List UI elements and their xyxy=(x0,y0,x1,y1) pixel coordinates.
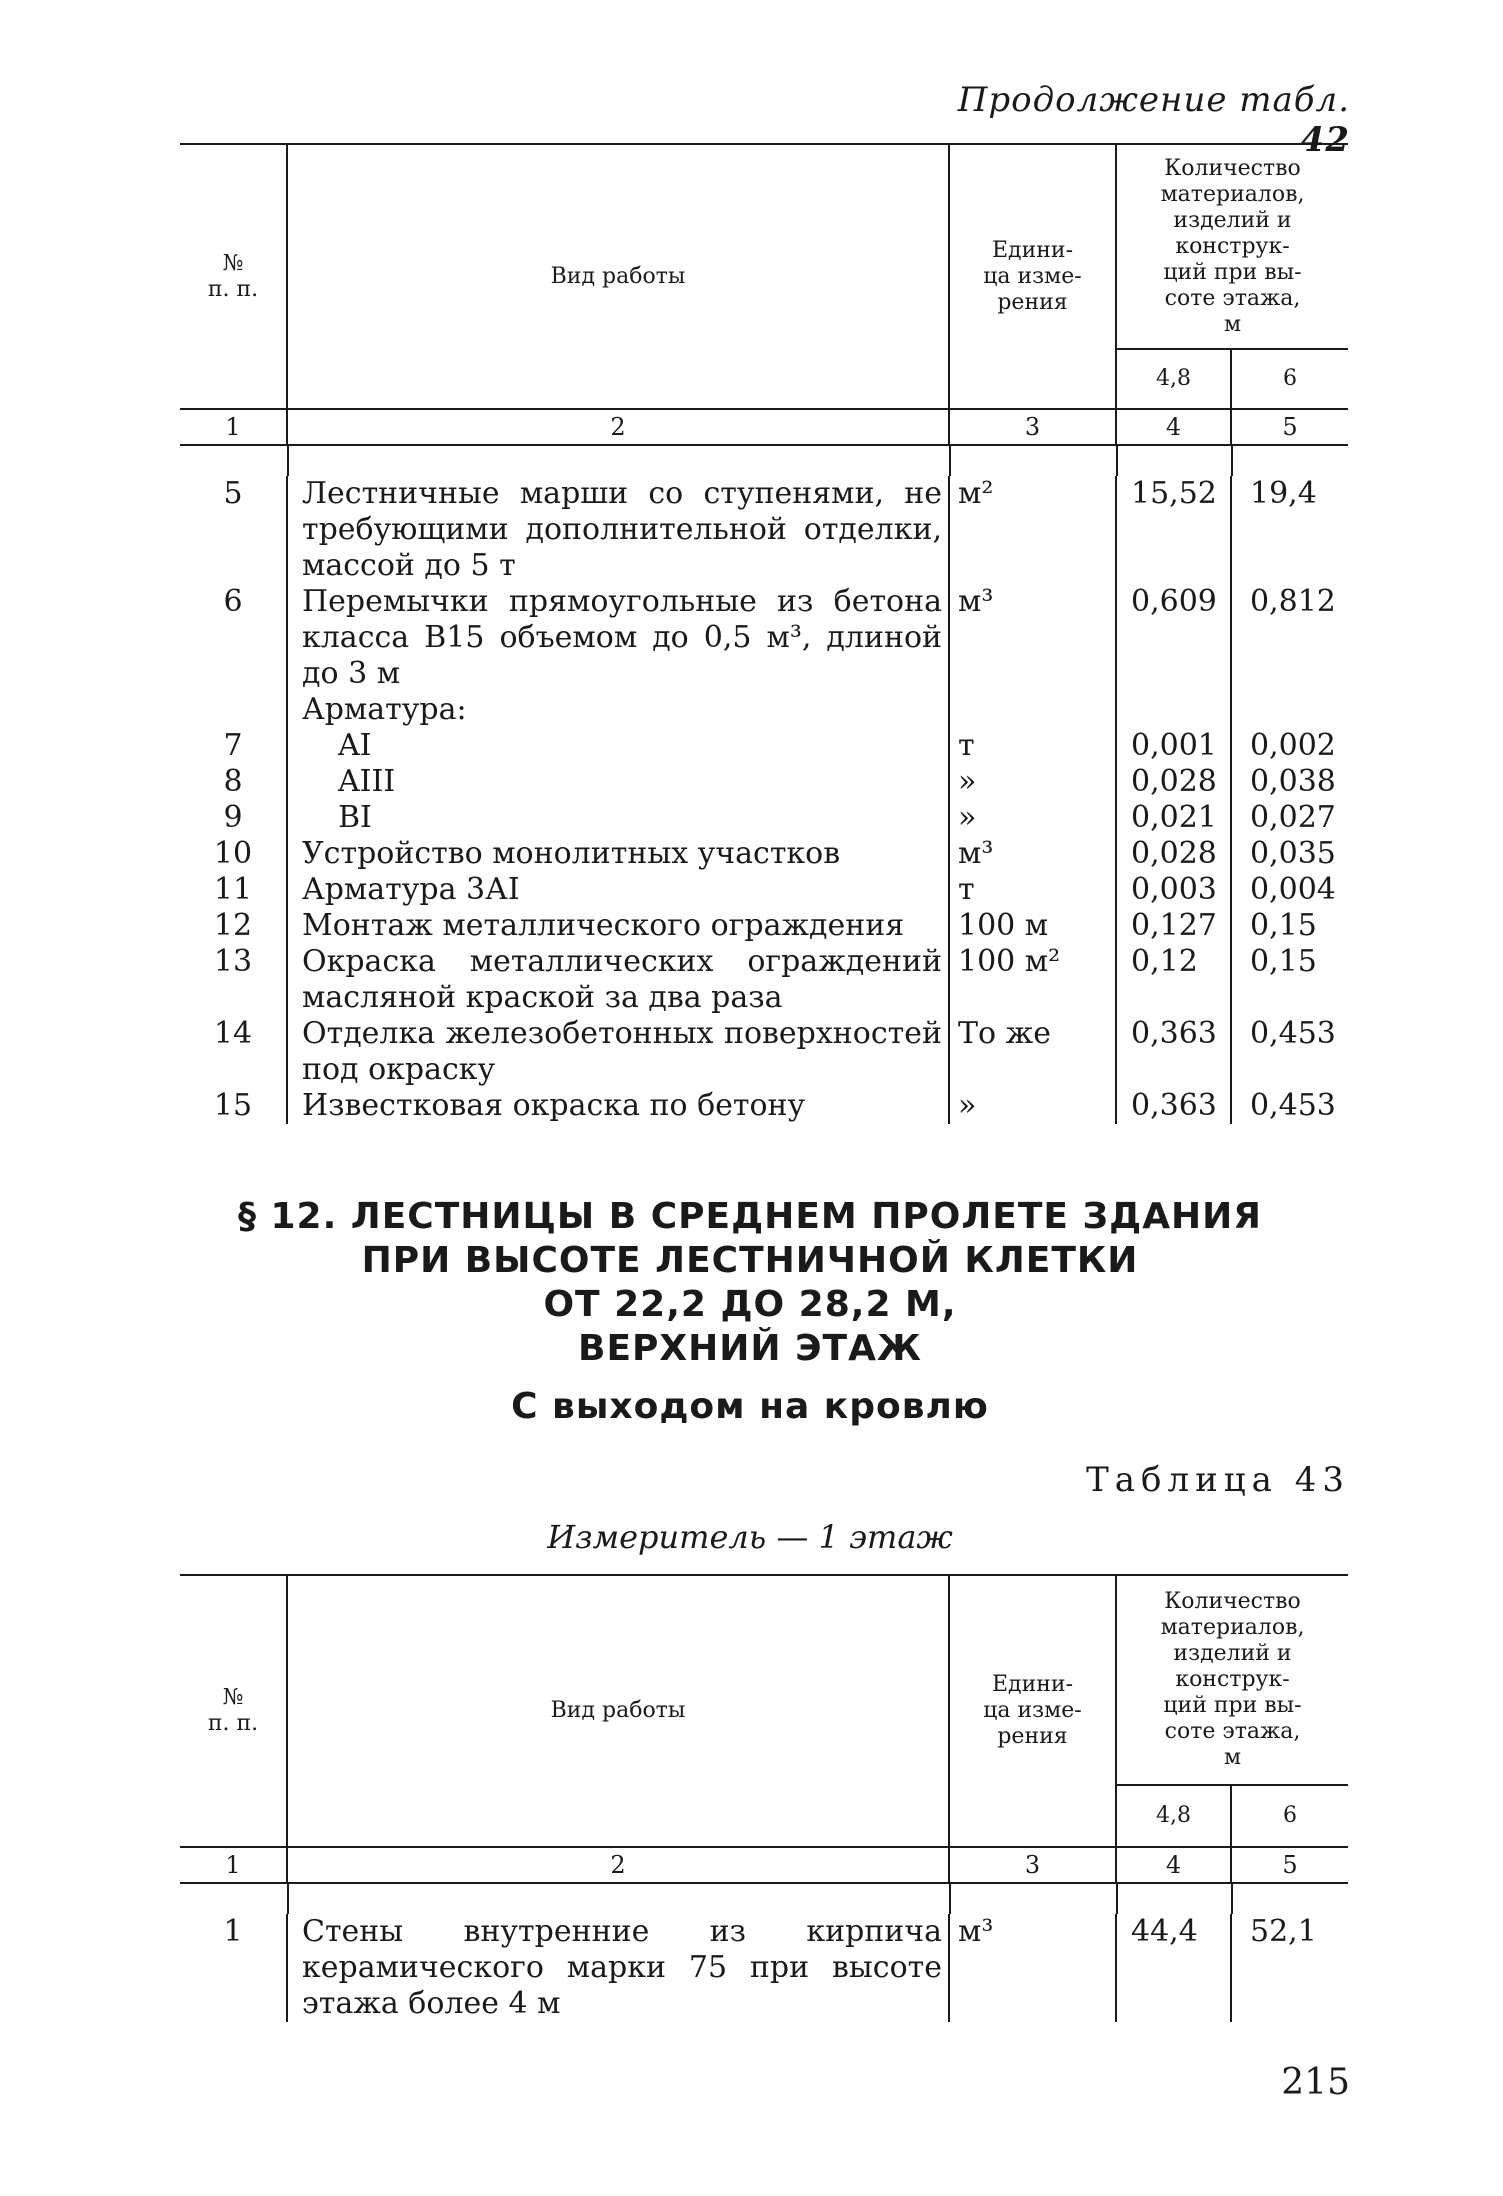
header-qty: Количество материалов, изделий и конструк- ций при вы- соте этажа, м xyxy=(1116,144,1348,349)
row-work: Перемычки прямоугольные из бетона класса В15 объемом до 0,5 м³, длиной до 3 м xyxy=(287,584,949,692)
table-row xyxy=(180,1914,1348,2022)
row-number: 9 xyxy=(223,800,243,835)
header-no: № п. п. xyxy=(207,250,259,302)
table-row xyxy=(180,728,1348,764)
row-number: 6 xyxy=(223,584,243,619)
row-unit: т xyxy=(949,728,1116,764)
row-value-6: 0,453 xyxy=(1231,1016,1348,1088)
colnum-4: 4 xyxy=(1116,409,1231,445)
row-value-4-8: 0,001 xyxy=(1116,728,1231,764)
row-work: Арматура 3АI xyxy=(287,872,949,908)
row-work: Стены внутренние из кирпича керамического марки 75 при высоте этажа более 4 м xyxy=(287,1914,949,2022)
row-number: 10 xyxy=(213,836,253,871)
row-unit: То же xyxy=(949,1016,1116,1088)
table-row xyxy=(180,1016,1348,1088)
t43-header-no: № п. п. xyxy=(207,1685,259,1736)
row-value-4-8: 0,609 xyxy=(1116,584,1231,692)
row-work: Окраска металлических ограждений масляной краской за два раза xyxy=(287,944,949,1016)
section-line-2: ПРИ ВЫСОТЕ ЛЕСТНИЧНОЙ КЛЕТКИ xyxy=(361,1240,1139,1281)
colnum-5: 5 xyxy=(1231,409,1348,445)
row-value-6: 0,15 xyxy=(1231,908,1348,944)
t43-colnum-5: 5 xyxy=(1231,1847,1348,1883)
header-h1: 4,8 xyxy=(1116,349,1231,409)
header-h2: 6 xyxy=(1231,349,1348,409)
section-line-1: § 12. ЛЕСТНИЦЫ В СРЕДНЕМ ПРОЛЕТЕ ЗДАНИЯ xyxy=(237,1196,1263,1237)
row-unit: м³ xyxy=(949,836,1116,872)
table-row xyxy=(180,908,1348,944)
row-number xyxy=(180,692,287,728)
row-number: 5 xyxy=(223,476,243,511)
table-43 xyxy=(180,1574,1348,2022)
row-number: 7 xyxy=(223,728,243,763)
table-row xyxy=(180,836,1348,872)
table-43-title: Таблица 43 xyxy=(1086,1460,1350,1500)
row-unit: т xyxy=(949,872,1116,908)
row-number: 13 xyxy=(213,944,253,979)
table-row xyxy=(180,584,1348,692)
row-value-6: 0,453 xyxy=(1231,1088,1348,1124)
row-value-6: 0,038 xyxy=(1231,764,1348,800)
row-value-6: 0,004 xyxy=(1231,872,1348,908)
row-work: AIII xyxy=(287,764,949,800)
row-work: Монтаж металлического ограждения xyxy=(287,908,949,944)
row-value-6: 52,1 xyxy=(1231,1914,1348,2022)
section-line-4: ВЕРХНИЙ ЭТАЖ xyxy=(578,1328,922,1369)
row-value-6: 0,002 xyxy=(1231,728,1348,764)
row-work: BI xyxy=(287,800,949,836)
table-row xyxy=(180,800,1348,836)
row-value-6: 0,15 xyxy=(1231,944,1348,1016)
row-value-4-8: 15,52 xyxy=(1116,476,1231,584)
table-continuation-label: Продолжение табл. 42 xyxy=(957,80,1350,160)
row-value-4-8: 0,363 xyxy=(1116,1016,1231,1088)
row-value-6: 0,027 xyxy=(1231,800,1348,836)
row-number: 8 xyxy=(223,764,243,799)
t43-header-h2: 6 xyxy=(1231,1785,1348,1847)
row-number: 12 xyxy=(213,908,253,943)
t43-colnum-2: 2 xyxy=(287,1847,949,1883)
row-value-4-8: 44,4 xyxy=(1116,1914,1231,2022)
row-unit: м² xyxy=(949,476,1116,584)
row-unit: » xyxy=(949,1088,1116,1124)
table-row xyxy=(180,692,1348,728)
header-unit: Едини- ца изме- рения xyxy=(949,144,1116,409)
row-unit xyxy=(949,692,1116,728)
section-heading xyxy=(200,1195,1300,1371)
row-unit: 100 м xyxy=(949,908,1116,944)
row-work: Отделка железобетонных поверхностей под окраску xyxy=(287,1016,949,1088)
row-value-4-8: 0,363 xyxy=(1116,1088,1231,1124)
header-work: Вид работы xyxy=(287,144,949,409)
t43-colnum-1: 1 xyxy=(225,1851,241,1879)
table-row xyxy=(180,1088,1348,1124)
row-unit: » xyxy=(949,800,1116,836)
table-42 xyxy=(180,143,1348,1124)
row-number: 14 xyxy=(213,1016,253,1051)
row-value-6: 0,035 xyxy=(1231,836,1348,872)
table-row xyxy=(180,476,1348,584)
table-row xyxy=(180,944,1348,1016)
section-subtitle: С выходом на кровлю xyxy=(511,1386,989,1427)
row-unit: 100 м² xyxy=(949,944,1116,1016)
section-line-3: ОТ 22,2 ДО 28,2 М, xyxy=(543,1284,957,1325)
t43-header-qty: Количество материалов, изделий и конструк- ций при вы- соте этажа, м xyxy=(1116,1575,1348,1785)
row-work: Арматура: xyxy=(287,692,949,728)
row-number: 15 xyxy=(213,1088,253,1123)
row-value-6: 19,4 xyxy=(1231,476,1348,584)
t43-header-h1: 4,8 xyxy=(1116,1785,1231,1847)
row-value-6: 0,812 xyxy=(1231,584,1348,692)
row-value-4-8: 0,028 xyxy=(1116,764,1231,800)
colnum-2: 2 xyxy=(287,409,949,445)
row-value-4-8: 0,12 xyxy=(1116,944,1231,1016)
row-value-4-8: 0,003 xyxy=(1116,872,1231,908)
row-number: 1 xyxy=(223,1914,243,1949)
table-row xyxy=(180,764,1348,800)
row-value-4-8: 0,021 xyxy=(1116,800,1231,836)
row-work: AI xyxy=(287,728,949,764)
table-row xyxy=(180,872,1348,908)
colnum-1: 1 xyxy=(225,413,241,441)
row-work: Лестничные марши со ступенями, не требующими дополнительной отделки, массой до 5 т xyxy=(287,476,949,584)
row-value-4-8: 0,028 xyxy=(1116,836,1231,872)
row-unit: м³ xyxy=(949,584,1116,692)
t43-colnum-3: 3 xyxy=(949,1847,1116,1883)
row-value-4-8: 0,127 xyxy=(1116,908,1231,944)
t43-header-unit: Едини- ца изме- рения xyxy=(949,1575,1116,1847)
t43-header-work: Вид работы xyxy=(287,1575,949,1847)
row-unit: » xyxy=(949,764,1116,800)
row-unit: м³ xyxy=(949,1914,1116,2022)
row-number: 11 xyxy=(213,872,253,907)
row-work: Известковая окраска по бетону xyxy=(287,1088,949,1124)
page-number: 215 xyxy=(1281,2062,1350,2103)
t43-colnum-4: 4 xyxy=(1116,1847,1231,1883)
row-value-6 xyxy=(1231,692,1348,728)
row-work: Устройство монолитных участков xyxy=(287,836,949,872)
colnum-3: 3 xyxy=(949,409,1116,445)
table-43-measure: Измеритель — 1 этаж xyxy=(547,1518,953,1556)
row-value-4-8 xyxy=(1116,692,1231,728)
